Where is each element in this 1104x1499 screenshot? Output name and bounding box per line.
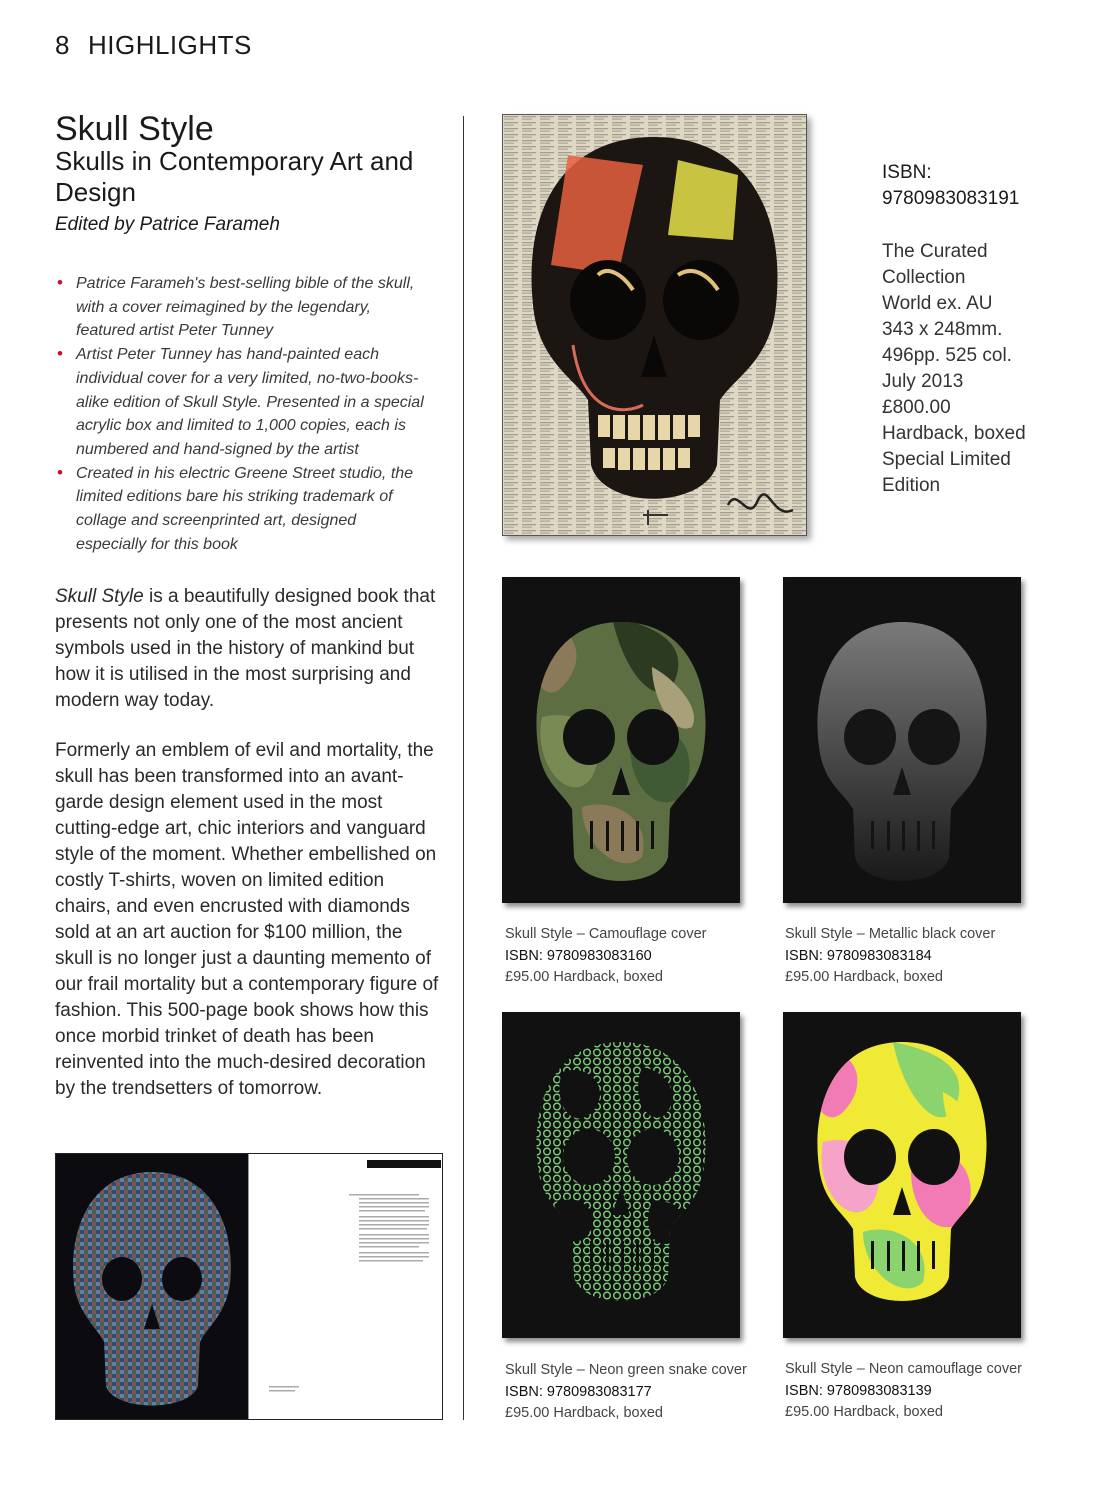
list-item: • Artist Peter Tunney has hand-painted each individual cover for a very limited, no-two-books-alike edition of Skull Style. Presented in a special acrylic box and limited to 1,000 copies, each is numbered and hand-signed by the artist [57,344,424,458]
main-isbn: ISBN: 9780983083191 [882,162,1020,209]
neon-camouflage-cover-caption: Skull Style – Neon camouflage cover ISBN: 9780983083139 £95.00 Hardback, boxed [785,1361,1022,1420]
metallic-black-cover-caption: Skull Style – Metallic black cover ISBN: 9780983083184 £95.00 Hardback, boxed [785,926,996,985]
book-title: Skull Style [55,110,214,148]
neon-green-snake-cover-caption: Skull Style – Neon green snake cover ISBN: 9780983083177 £95.00 Hardback, boxed [505,1362,747,1421]
list-item: • Patrice Farameh's best-selling bible of the skull, with a cover reimagined by the legendary, featured artist Peter Tunney [57,273,415,340]
skull-collage-art [503,115,806,535]
neon-camouflage-cover-image [783,1012,1021,1338]
section-title: HIGHLIGHTS [87,30,252,60]
feature-list [55,272,425,556]
camouflage-cover-image [502,577,740,903]
camouflage-cover-caption: Skull Style – Camouflage cover ISBN: 9780983083160 £95.00 Hardback, boxed [505,926,707,985]
page-header [55,30,252,61]
page-number: 8 [55,30,70,60]
main-cover-image [502,114,807,536]
book-editor: Edited by Patrice Farameh [55,214,280,235]
bullet-icon: • [57,273,63,292]
metallic-black-cover-image [783,577,1021,903]
neon-green-snake-cover-image [502,1012,740,1338]
interior-spread-image [55,1153,443,1420]
bullet-icon: • [57,462,63,482]
description-paragraph-1: Skull Style is a beautifully designed book that presents not only one of the most ancient symbols used in the history of mankind but how it is utilised in the most surprising and modern way today. [55,586,436,711]
bullet-icon: • [57,344,63,364]
column-divider [463,116,464,1420]
photo-mosaic-skull [56,1154,248,1419]
book-subtitle: Skulls in Contemporary Art and Design [55,146,414,207]
description-paragraph-2: Formerly an emblem of evil and mortality, the skull has been transformed into an avant-garde design element used in the most cutting-edge art, chic interiors and vanguard style of the moment. Whether embellished on costly T-shirts, woven on limited edition chairs, and even encrusted with diamonds sold at an art auction for $100 million, the skull is no longer just a daunting memento of our frail mortality but a contemporary figure of fashion. This 500-page book shows how this once morbid trinket of death has been reinvented into the much-desired decoration by the trendsetters of tomorrow. [55,740,439,1099]
main-edition-details: The Curated Collection World ex. AU 343 x 248mm. 496pp. 525 col. July 2013 £800.00 Hardback, boxed Special Limited Edition [882,241,1026,496]
spread-text-page [248,1154,443,1419]
list-item: • Created in his electric Greene Street studio, the limited editions bare his striking trademark of collage and screenprinted art, designed especially for this book [57,462,414,553]
